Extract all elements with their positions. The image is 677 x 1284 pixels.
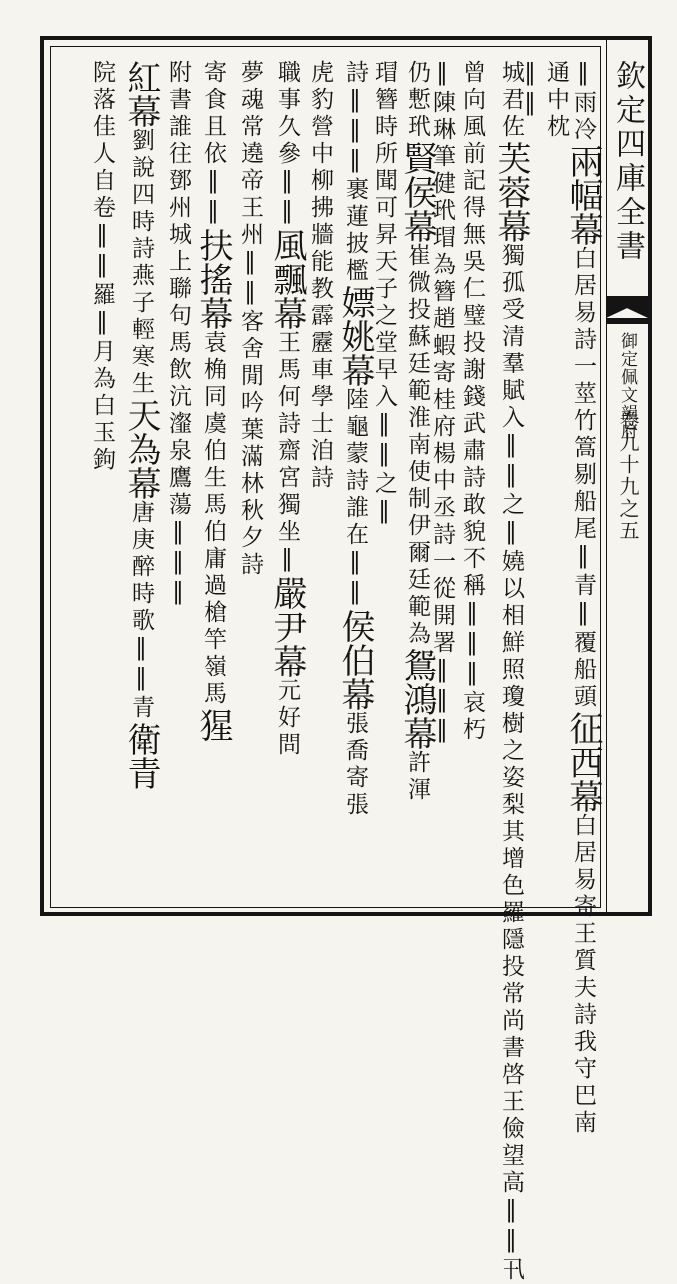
entry-text: 夢魂常遶帝王州 — [237, 60, 263, 249]
entry-text: 職事久參‖‖ — [274, 60, 300, 228]
entry-heading: 風飄幕 — [267, 228, 307, 330]
entry-heading: 賢侯幕 — [397, 141, 437, 243]
entry-text: 羅‖月為白玉鉤 — [89, 282, 115, 474]
text-column — [397, 60, 437, 900]
entry-text: 附書誰往鄧州城 — [165, 60, 191, 249]
entry-text: 元好問 — [274, 678, 300, 759]
entry-text: 詩‖‖‖裹蓮披檻 — [342, 60, 368, 285]
entry-heading: 芙蓉幕 — [491, 141, 531, 243]
entry-text: 瑁簪 — [371, 60, 397, 114]
entry-text: 王馬何詩齋宮獨坐‖ — [274, 330, 300, 576]
entry-text: 院落佳人自卷‖‖ — [89, 60, 115, 282]
text-column — [238, 60, 261, 900]
entry-heading: 衛青 — [121, 722, 161, 790]
entry-text: 城君佐 — [498, 60, 524, 141]
entry-text: 寄食且依‖‖ — [200, 60, 226, 228]
entry-text: ‖‖ — [517, 60, 543, 120]
entry-text: 崔微投蘇廷範淮南使制伊爾廷範為 — [404, 243, 430, 648]
entry-text: ‖‖客舍閒吟葉滿林 — [237, 249, 263, 498]
volume-number: 卷九十九之五 — [616, 410, 640, 542]
entry-text: 獨孤受清羣賦入‖‖之‖嬈以相鮮照瓊樹之姿梨其增色羅隱投常尚書啓王儉望高‖‖卂 — [498, 243, 524, 1284]
entry-text: 曾向風前記得無吳仁璧投謝錢武肅詩敢貌不稱‖‖‖哀朽 — [459, 60, 485, 744]
entry-text: 時所聞可昇天子之堂早入‖‖之‖ — [371, 114, 397, 528]
entry-text: 秋夕詩 — [237, 498, 263, 579]
text-column — [267, 60, 307, 900]
entry-heading: 征西幕 — [563, 711, 603, 813]
entry-text: 學士洎詩 — [307, 384, 333, 492]
entry-text: 上聯句馬飲沆瀣泉鷹蕩‖‖‖ — [165, 249, 191, 609]
entry-heading: 猩 — [193, 708, 233, 742]
entry-text: 唐庚醉時歌‖‖青 — [128, 500, 154, 722]
text-column — [563, 60, 603, 1137]
entry-heading: 嚴尹幕 — [267, 576, 307, 678]
entry-text: 通中枕 — [543, 60, 569, 141]
chapter-title: 御定佩文韻府 — [617, 332, 637, 440]
entry-text: 白居易寄王質夫詩我守巴南 — [570, 813, 596, 1137]
entry-text: 能教霹靂車 — [307, 249, 333, 384]
text-column — [491, 60, 531, 1284]
entry-text: 劉說四時詩燕子輕寒生 — [128, 128, 154, 398]
text-column — [308, 60, 331, 900]
entry-text: 許渾 — [404, 750, 430, 804]
entry-heading: 扶搖幕 — [193, 228, 233, 330]
fishtail-bar — [606, 318, 648, 324]
entry-heading: 天為幕 — [121, 398, 161, 500]
entry-text: 白居易詩一莖竹篙剔船尾‖青‖覆船頭 — [570, 246, 596, 711]
entry-text: 張喬寄張 — [342, 711, 368, 819]
entry-heading: 兩幅幕 — [563, 144, 603, 246]
entry-text: 仍慙玳 — [404, 60, 430, 141]
entry-text: 陸龜蒙詩誰在‖‖ — [342, 387, 368, 609]
entry-heading: 嫖姚幕 — [335, 285, 375, 387]
text-column — [166, 60, 189, 900]
text-column — [372, 60, 395, 900]
text-column — [335, 60, 375, 900]
entry-heading: 侯伯幕 — [335, 609, 375, 711]
entry-heading: 鴛鴻幕 — [397, 648, 437, 750]
margin-divider — [606, 40, 607, 912]
book-title: 欽定四庫全書 — [610, 60, 645, 264]
text-column — [460, 60, 483, 900]
text-column — [193, 60, 233, 900]
text-column — [544, 60, 567, 900]
entry-heading: 紅幕 — [121, 60, 161, 128]
text-column — [121, 60, 161, 900]
entry-text: 袁桷同虞伯生馬伯庸過槍竿嶺馬 — [200, 330, 226, 708]
entry-text: ‖陳琳筆健玳瑁為簪趙蝦寄桂府楊中丞詩一從開署‖‖‖ — [429, 60, 455, 747]
text-column — [90, 60, 113, 900]
entry-text: ‖雨冷 — [570, 60, 596, 144]
entry-text: 虎豹營中柳拂牆 — [307, 60, 333, 249]
